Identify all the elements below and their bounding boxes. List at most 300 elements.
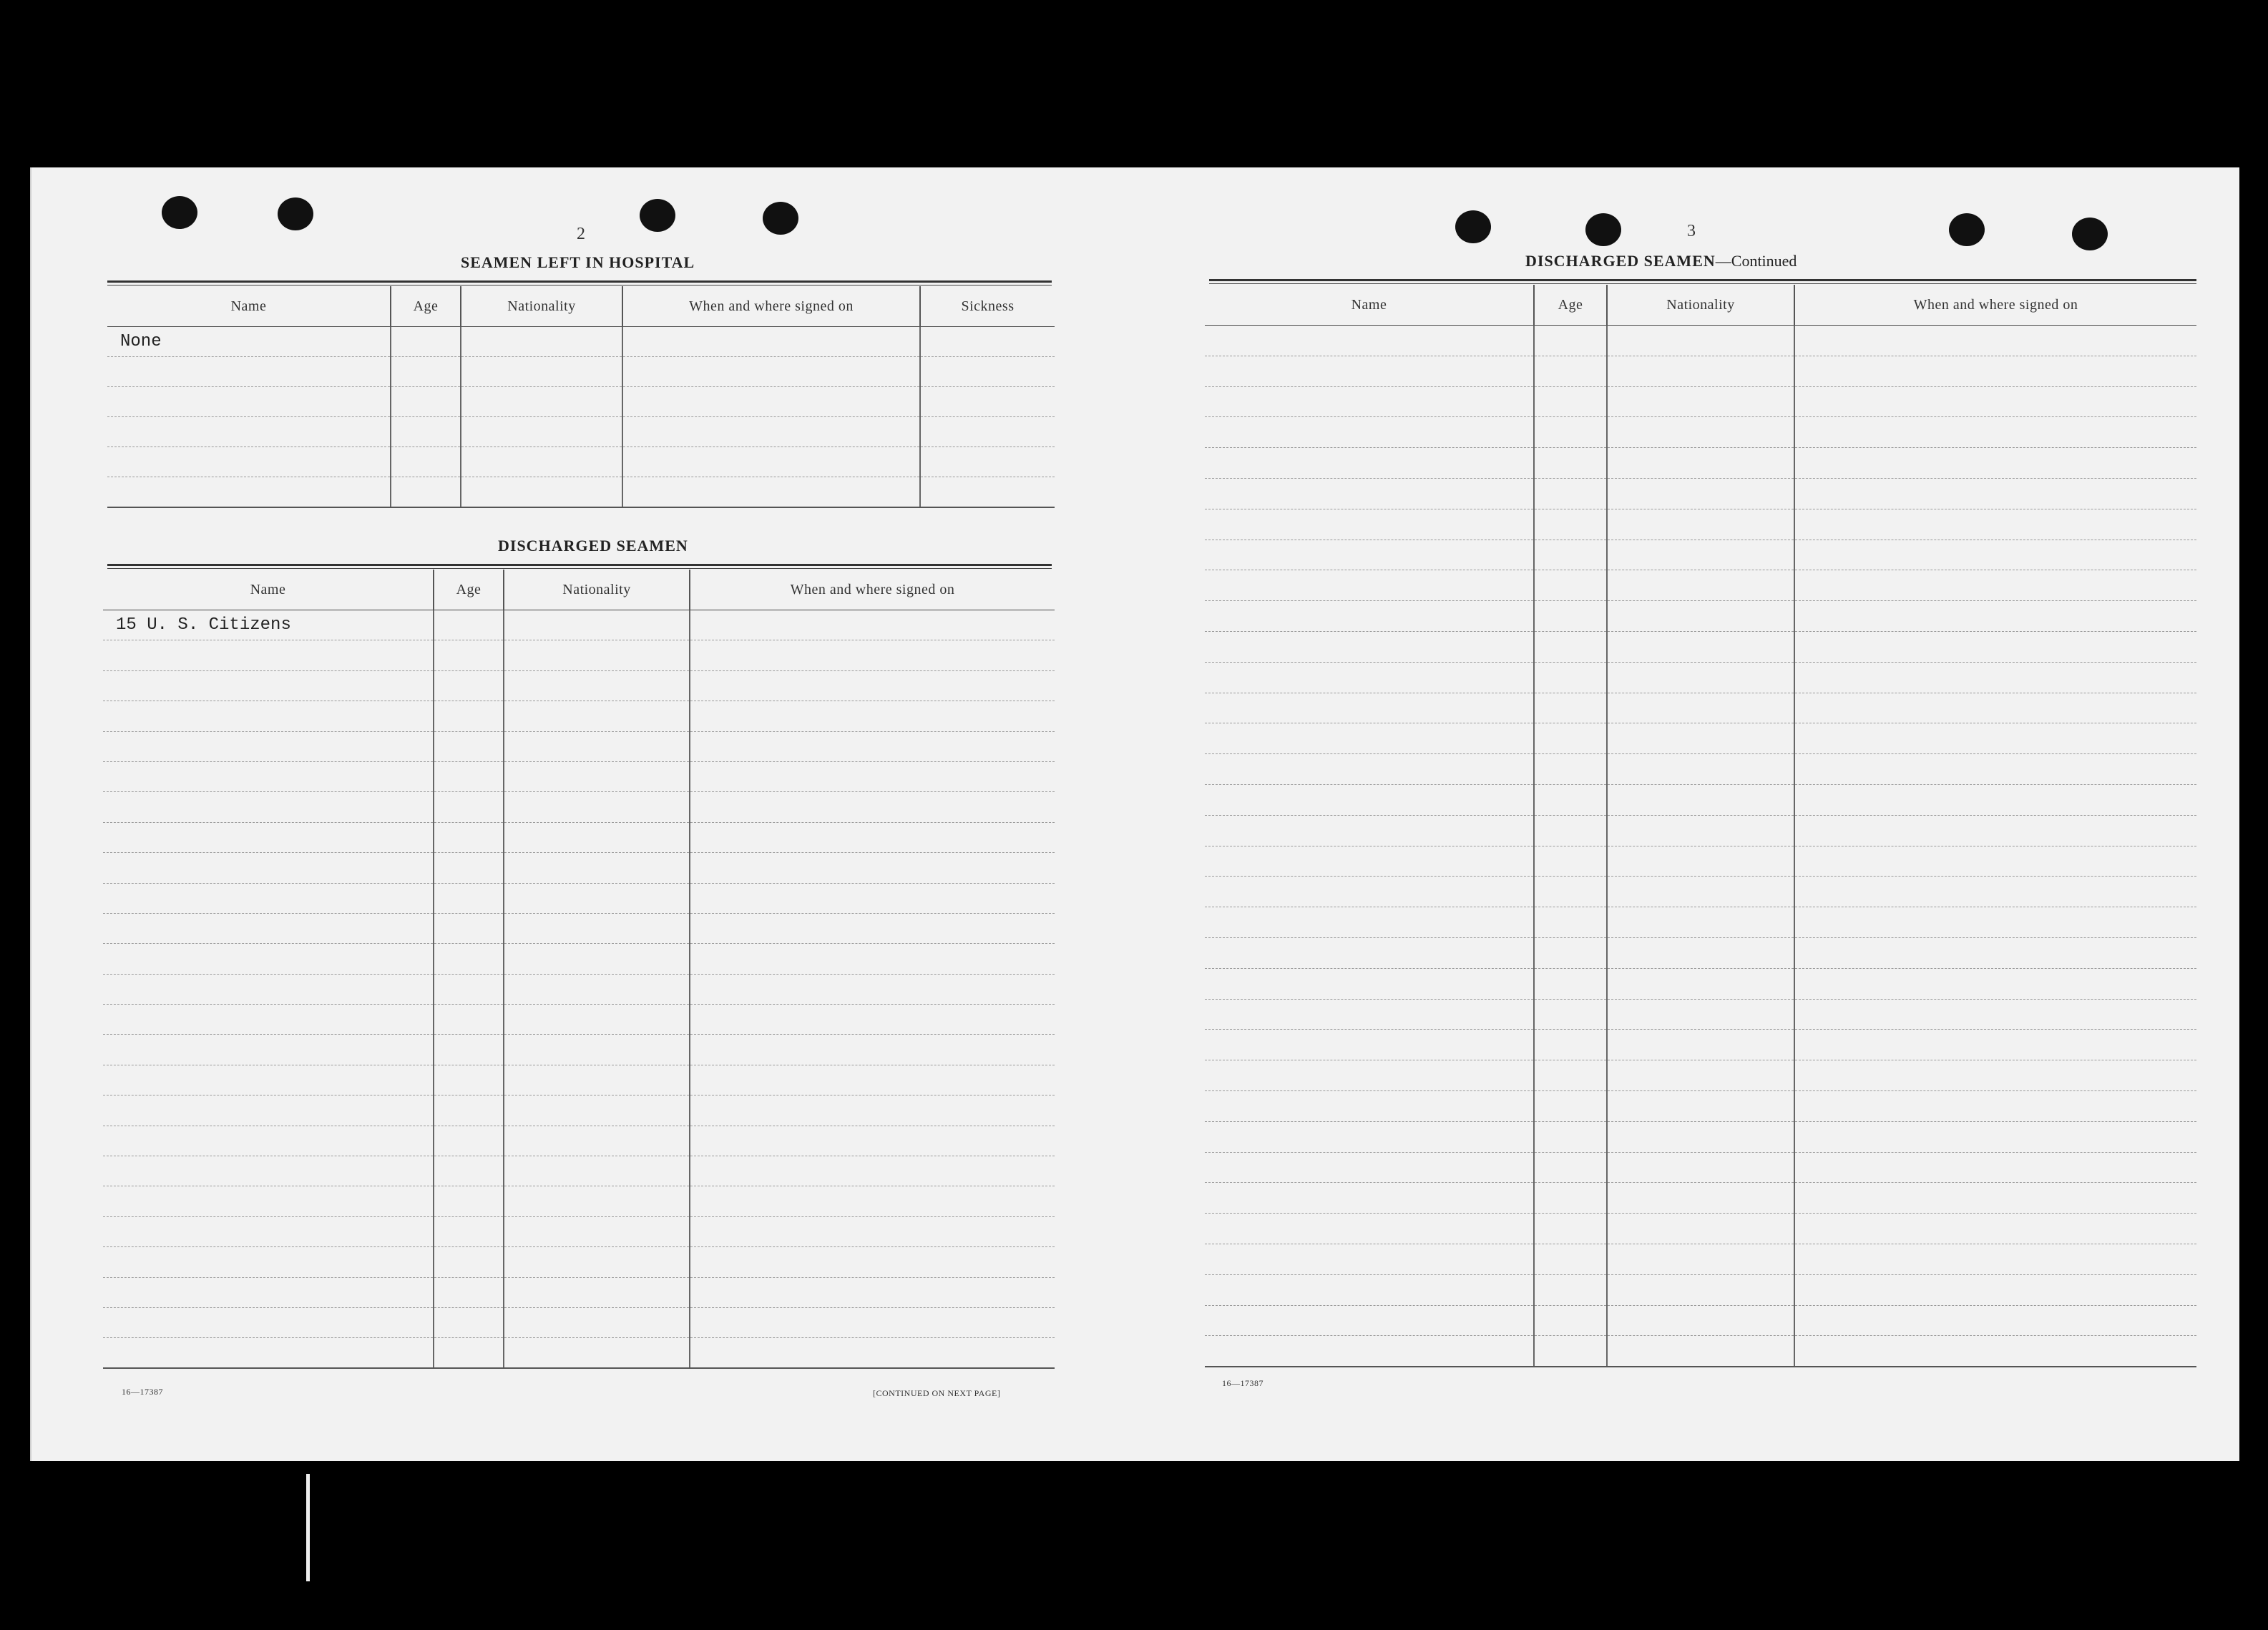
table-cell [461, 477, 622, 507]
table-cell [1607, 1305, 1794, 1336]
table-cell [690, 761, 1055, 791]
table-cell [103, 1186, 434, 1216]
table-cell [504, 610, 690, 640]
discharged-col-name: Name [103, 570, 434, 610]
table-cell [1794, 784, 2196, 815]
table-cell [103, 792, 434, 822]
punch-hole [1949, 213, 1985, 246]
table-cell [504, 1307, 690, 1337]
table-cell [103, 883, 434, 913]
punch-hole [2072, 218, 2108, 250]
table-row [103, 792, 1055, 822]
table-cell [1205, 1244, 1534, 1274]
table-cell [1607, 693, 1794, 723]
table-cell [1607, 662, 1794, 693]
table-cell [1607, 386, 1794, 417]
table-cell [103, 761, 434, 791]
table-cell [103, 1247, 434, 1277]
table-cell [1534, 693, 1607, 723]
table-cell [1794, 662, 2196, 693]
table-cell [920, 447, 1055, 477]
table-cell [1794, 1060, 2196, 1091]
table-cell [103, 640, 434, 670]
table-cell [690, 670, 1055, 701]
table-cell [1607, 570, 1794, 601]
discharged-col-signed-on: When and where signed on [690, 570, 1055, 610]
table-row [1205, 1336, 2196, 1367]
table-row [103, 640, 1055, 670]
table-cell [1794, 754, 2196, 785]
table-cell [920, 477, 1055, 507]
table-cell [391, 357, 461, 387]
table-cell [504, 822, 690, 852]
table-cell [1534, 815, 1607, 846]
table-row [103, 1277, 1055, 1307]
table-row [103, 1247, 1055, 1277]
hospital-section-title: SEAMEN LEFT IN HOSPITAL [461, 253, 695, 271]
table-row [107, 327, 1055, 357]
table-cell [434, 944, 504, 974]
table-cell [103, 1035, 434, 1065]
table-cell [622, 357, 920, 387]
table-cell [434, 1035, 504, 1065]
table-cell [434, 640, 504, 670]
table-cell [1794, 540, 2196, 570]
table-cell [1205, 1274, 1534, 1305]
table-cell [1794, 1305, 2196, 1336]
table-row [103, 913, 1055, 943]
table-cell [690, 913, 1055, 943]
table-cell [1607, 356, 1794, 386]
table-cell [690, 640, 1055, 670]
hospital-col-nationality: Nationality [461, 286, 622, 327]
table-cell [1607, 1214, 1794, 1244]
table-row [107, 447, 1055, 477]
right-rows [1205, 326, 2196, 1367]
table-row [1205, 815, 2196, 846]
table-cell [1794, 907, 2196, 938]
table-cell [107, 477, 391, 507]
table-cell [1607, 601, 1794, 632]
table-row [103, 1307, 1055, 1337]
table-cell [504, 1156, 690, 1186]
table-cell [1534, 999, 1607, 1030]
table-cell [1607, 1152, 1794, 1183]
table-cell [434, 822, 504, 852]
table-cell [434, 883, 504, 913]
table-cell [1205, 937, 1534, 968]
table-row [1205, 326, 2196, 356]
table-cell [107, 447, 391, 477]
table-cell [504, 1186, 690, 1216]
table-cell [504, 640, 690, 670]
table-cell [434, 670, 504, 701]
table-cell [1607, 1090, 1794, 1121]
table-cell [391, 477, 461, 507]
table-cell [1205, 999, 1534, 1030]
table-row [1205, 754, 2196, 785]
table-row [1205, 1152, 2196, 1183]
table-cell [103, 731, 434, 761]
table-cell [690, 1126, 1055, 1156]
table-row [1205, 1274, 2196, 1305]
table-cell [504, 670, 690, 701]
hospital-rows [107, 327, 1055, 507]
table-cell [434, 1095, 504, 1126]
table-cell [1794, 448, 2196, 479]
table-cell [1534, 601, 1607, 632]
table-cell [1534, 1121, 1607, 1152]
table-cell [690, 792, 1055, 822]
table-cell [103, 1307, 434, 1337]
table-cell [690, 731, 1055, 761]
table-cell [1205, 540, 1534, 570]
table-cell [1534, 1090, 1607, 1121]
table-cell [1794, 478, 2196, 509]
table-row [103, 701, 1055, 731]
table-row [103, 1338, 1055, 1368]
table-cell [504, 701, 690, 731]
table-cell [103, 1338, 434, 1368]
table-cell [103, 913, 434, 943]
right-top-rule [1209, 279, 2196, 281]
table-cell [1607, 631, 1794, 662]
table-cell [1205, 1183, 1534, 1214]
table-cell [1607, 784, 1794, 815]
table-cell [690, 1095, 1055, 1126]
table-row [1205, 1214, 2196, 1244]
table-row [1205, 417, 2196, 448]
table-cell [1534, 509, 1607, 540]
table-cell [434, 853, 504, 883]
table-row [1205, 509, 2196, 540]
punch-hole [763, 202, 798, 235]
table-row [103, 1156, 1055, 1186]
table-cell [1607, 937, 1794, 968]
table-cell [1205, 570, 1534, 601]
table-cell [103, 670, 434, 701]
right-title-suffix: —Continued [1715, 252, 1797, 270]
table-row [1205, 540, 2196, 570]
table-cell [1607, 968, 1794, 999]
table-row [1205, 662, 2196, 693]
table-cell [1794, 1336, 2196, 1367]
table-cell [1607, 999, 1794, 1030]
table-cell [504, 913, 690, 943]
table-cell [1534, 478, 1607, 509]
table-cell [1534, 937, 1607, 968]
table-cell [1534, 417, 1607, 448]
table-cell [1205, 754, 1534, 785]
table-cell [504, 883, 690, 913]
table-row [1205, 1305, 2196, 1336]
table-cell [434, 731, 504, 761]
table-cell [1534, 570, 1607, 601]
table-cell [1534, 1030, 1607, 1060]
table-cell [1205, 693, 1534, 723]
table-cell [622, 447, 920, 477]
table-row [103, 1126, 1055, 1156]
table-cell [1205, 784, 1534, 815]
table-cell [103, 944, 434, 974]
table-row [103, 731, 1055, 761]
table-row [1205, 1090, 2196, 1121]
table-row [103, 1065, 1055, 1095]
table-cell [1607, 723, 1794, 754]
table-cell [103, 1156, 434, 1186]
table-cell [391, 327, 461, 357]
table-cell [1534, 386, 1607, 417]
table-row [103, 1005, 1055, 1035]
discharged-rows [103, 610, 1055, 1369]
table-cell [1534, 1274, 1607, 1305]
table-cell [1534, 540, 1607, 570]
table-cell [103, 853, 434, 883]
table-row [1205, 999, 2196, 1030]
table-cell [1205, 1060, 1534, 1091]
table-row [107, 417, 1055, 447]
table-cell [690, 883, 1055, 913]
table-row [1205, 937, 2196, 968]
table-row [107, 387, 1055, 417]
table-cell [1607, 478, 1794, 509]
table-cell [690, 1247, 1055, 1277]
table-cell [1607, 540, 1794, 570]
right-col-signed-on: When and where signed on [1794, 285, 2196, 326]
table-cell [434, 1005, 504, 1035]
discharged-header-row [103, 570, 1055, 610]
table-row [1205, 1121, 2196, 1152]
table-cell [1205, 386, 1534, 417]
table-cell [434, 1186, 504, 1216]
table-cell [103, 822, 434, 852]
right-form-number: 16—17387 [1222, 1378, 1263, 1388]
table-cell [1607, 1121, 1794, 1152]
table-cell [1534, 1336, 1607, 1367]
table-cell [690, 1307, 1055, 1337]
table-row [1205, 1244, 2196, 1274]
table-cell [690, 1065, 1055, 1095]
table-cell [690, 1005, 1055, 1035]
table-cell [504, 974, 690, 1004]
table-cell [504, 1247, 690, 1277]
ledger-sheet [30, 167, 2239, 1461]
table-cell [107, 387, 391, 417]
table-row [103, 853, 1055, 883]
table-cell [1794, 1183, 2196, 1214]
table-cell [1205, 509, 1534, 540]
table-cell [690, 701, 1055, 731]
table-cell [1794, 1244, 2196, 1274]
table-cell [690, 1338, 1055, 1368]
table-cell [1607, 754, 1794, 785]
table-row [1205, 1030, 2196, 1060]
discharged-top-rule-thin [107, 568, 1052, 569]
table-cell [690, 1216, 1055, 1246]
table-cell [1205, 326, 1534, 356]
table-cell [1607, 907, 1794, 938]
table-cell [1607, 877, 1794, 907]
table-cell [504, 853, 690, 883]
table-cell [1534, 754, 1607, 785]
table-row [103, 883, 1055, 913]
table-cell [1607, 1336, 1794, 1367]
table-cell [504, 944, 690, 974]
table-cell [1534, 1152, 1607, 1183]
table-cell [622, 387, 920, 417]
table-cell [1794, 326, 2196, 356]
table-cell [103, 1095, 434, 1126]
table-cell [103, 701, 434, 731]
table-cell [920, 417, 1055, 447]
table-row [103, 944, 1055, 974]
table-cell [434, 1277, 504, 1307]
table-row [1205, 478, 2196, 509]
table-cell [107, 417, 391, 447]
table-cell [103, 1216, 434, 1246]
table-cell [622, 327, 920, 357]
table-cell [1794, 1214, 2196, 1244]
table-row [107, 477, 1055, 507]
table-cell [690, 1277, 1055, 1307]
table-row [1205, 877, 2196, 907]
discharged-col-nationality: Nationality [504, 570, 690, 610]
table-cell [1205, 1305, 1534, 1336]
table-cell [690, 822, 1055, 852]
table-cell [434, 1216, 504, 1246]
table-cell [1794, 723, 2196, 754]
table-cell [1794, 877, 2196, 907]
table-cell [1607, 1274, 1794, 1305]
table-cell [391, 447, 461, 477]
table-cell [1794, 1121, 2196, 1152]
scan-artifact [306, 1474, 310, 1581]
table-cell [690, 1035, 1055, 1065]
table-cell [690, 610, 1055, 640]
table-cell [1607, 1030, 1794, 1060]
table-cell [1205, 968, 1534, 999]
table-cell [1794, 815, 2196, 846]
right-top-rule-thin [1209, 283, 2196, 284]
table-cell [690, 944, 1055, 974]
table-cell [1607, 448, 1794, 479]
table-cell [107, 357, 391, 387]
table-cell [504, 1005, 690, 1035]
table-cell [504, 1216, 690, 1246]
table-cell [434, 610, 504, 640]
table-cell [920, 387, 1055, 417]
table-row [1205, 723, 2196, 754]
table-cell [1205, 1121, 1534, 1152]
table-row [1205, 386, 2196, 417]
right-section-title [1525, 252, 1797, 270]
table-row [103, 1095, 1055, 1126]
table-cell [103, 974, 434, 1004]
right-col-age: Age [1534, 285, 1607, 326]
table-cell [1607, 1060, 1794, 1091]
right-col-name: Name [1205, 285, 1534, 326]
punch-hole [1455, 210, 1491, 243]
punch-hole [1585, 213, 1621, 246]
table-cell [461, 387, 622, 417]
table-cell [920, 357, 1055, 387]
table-cell [461, 447, 622, 477]
right-discharged-table [1205, 285, 2196, 1367]
table-cell [1794, 631, 2196, 662]
table-cell [391, 417, 461, 447]
table-cell [1794, 601, 2196, 632]
table-cell [622, 417, 920, 447]
hospital-col-signed-on: When and where signed on [622, 286, 920, 327]
table-cell [1534, 1244, 1607, 1274]
table-row [103, 974, 1055, 1004]
table-cell [1794, 693, 2196, 723]
table-cell [103, 1005, 434, 1035]
table-cell [1534, 326, 1607, 356]
table-cell [1205, 417, 1534, 448]
hospital-top-rule [107, 280, 1052, 283]
table-cell [1205, 877, 1534, 907]
right-col-nationality: Nationality [1607, 285, 1794, 326]
table-cell [1205, 1030, 1534, 1060]
table-cell [434, 974, 504, 1004]
table-cell [1607, 1183, 1794, 1214]
hospital-col-name: Name [107, 286, 391, 327]
table-cell [504, 1035, 690, 1065]
table-row [103, 1216, 1055, 1246]
table-cell [1534, 968, 1607, 999]
table-row [1205, 601, 2196, 632]
table-cell [1205, 631, 1534, 662]
table-cell [504, 731, 690, 761]
table-cell [1534, 1060, 1607, 1091]
table-cell [622, 477, 920, 507]
table-cell [1205, 1214, 1534, 1244]
table-row [1205, 968, 2196, 999]
table-cell [504, 1095, 690, 1126]
table-cell [1205, 448, 1534, 479]
table-cell [1607, 509, 1794, 540]
hospital-table [107, 286, 1055, 508]
table-row [103, 761, 1055, 791]
table-cell [1205, 846, 1534, 877]
table-cell [920, 327, 1055, 357]
typed-entry: None [120, 332, 162, 351]
table-cell [1205, 478, 1534, 509]
discharged-section-title: DISCHARGED SEAMEN [498, 537, 688, 555]
table-row [1205, 846, 2196, 877]
table-cell [103, 1277, 434, 1307]
table-cell [1534, 662, 1607, 693]
table-cell [690, 1156, 1055, 1186]
hospital-header-row [107, 286, 1055, 327]
table-cell [391, 387, 461, 417]
table-row [103, 822, 1055, 852]
discharged-table [103, 570, 1055, 1369]
table-row [103, 1035, 1055, 1065]
table-cell [461, 357, 622, 387]
left-form-number: 16—17387 [122, 1387, 163, 1397]
table-cell [1794, 570, 2196, 601]
table-cell [434, 761, 504, 791]
table-cell [1205, 723, 1534, 754]
table-cell [1205, 1152, 1534, 1183]
table-cell [1607, 846, 1794, 877]
table-cell [103, 610, 434, 640]
table-cell [103, 1126, 434, 1156]
table-cell [1534, 448, 1607, 479]
table-cell [434, 1156, 504, 1186]
